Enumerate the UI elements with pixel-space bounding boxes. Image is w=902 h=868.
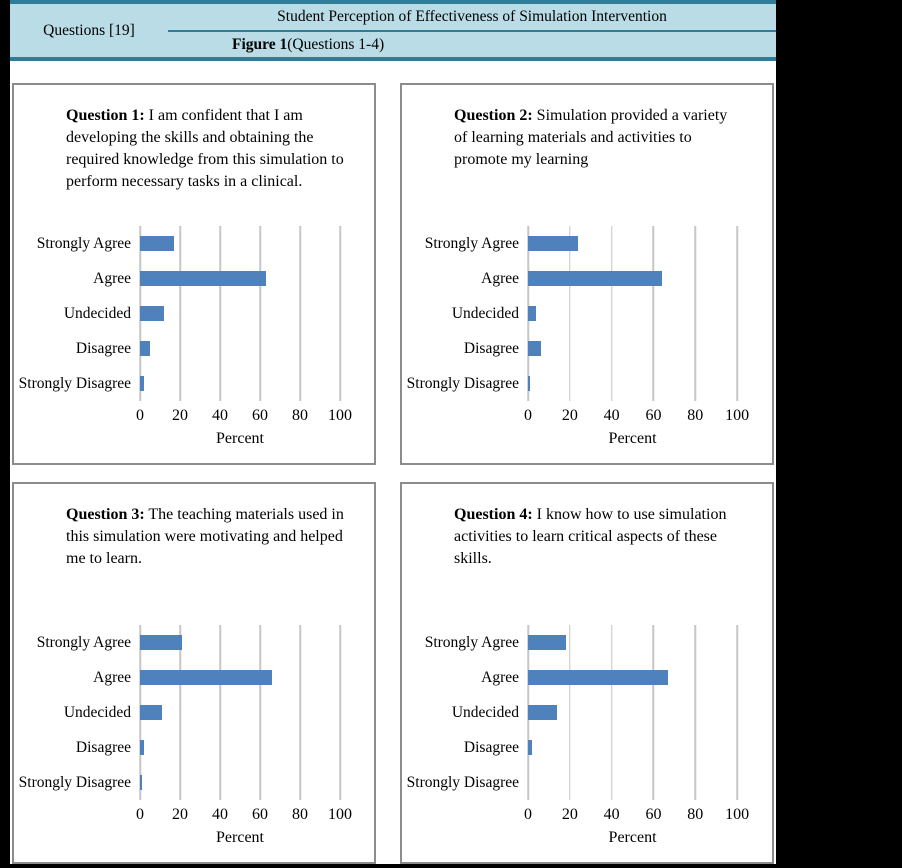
- category-label-agree: Agree: [481, 270, 519, 287]
- bar-undecided: [528, 705, 557, 720]
- plot-area: [528, 226, 758, 401]
- category-label-agree: Agree: [93, 270, 131, 287]
- gridline: [611, 226, 613, 401]
- gridline: [653, 226, 655, 401]
- category-label-strongly-agree: Strongly Agree: [424, 235, 519, 252]
- bar-strongly-agree: [528, 635, 566, 650]
- plot-area: [528, 625, 758, 800]
- question-label: Question 1:: [66, 107, 145, 124]
- bar-row: [140, 226, 360, 261]
- gridline: [695, 226, 697, 401]
- bar-disagree: [140, 341, 150, 356]
- header-questions-cell: [10, 4, 168, 57]
- gridline: [569, 226, 571, 401]
- gridline: [736, 226, 738, 401]
- plot-area: [140, 625, 360, 800]
- bar-strongly-disagree: [140, 376, 144, 391]
- bar-chart-question-1: [14, 226, 360, 451]
- bar-strongly-agree: [140, 236, 174, 251]
- x-tick-label: 0: [136, 407, 144, 424]
- category-label-strongly-disagree: Strongly Disagree: [406, 774, 519, 791]
- x-tick-label: 100: [725, 407, 750, 424]
- x-tick-label: 100: [725, 806, 750, 823]
- x-axis-title: Percent: [216, 430, 264, 447]
- x-tick-label: 80: [687, 407, 704, 424]
- category-labels: [402, 625, 528, 800]
- bar-row: [140, 730, 360, 765]
- bar-row: [528, 331, 758, 366]
- x-tick-label: 60: [252, 407, 268, 424]
- figure-caption: [168, 32, 776, 57]
- question-body: Simulation provided a variety of learning materials and activities to promote my learning: [454, 107, 728, 168]
- category-label-disagree: Disagree: [463, 739, 519, 756]
- question-label: Question 2:: [454, 107, 533, 124]
- category-label-strongly-disagree: Strongly Disagree: [18, 774, 131, 791]
- x-tick-label: 60: [252, 806, 268, 823]
- question-text: [66, 105, 350, 193]
- category-label-strongly-agree: Strongly Agree: [36, 634, 131, 651]
- bar-disagree: [528, 341, 541, 356]
- question-label: Question 4:: [454, 506, 533, 523]
- x-tick-label: 80: [292, 407, 308, 424]
- category-label-disagree: Disagree: [75, 340, 131, 357]
- header-questions-label: Questions [19]: [43, 21, 135, 39]
- figure-caption-text: (Questions 1-4): [287, 35, 385, 53]
- bar-row: [528, 765, 758, 800]
- bar-row: [528, 296, 758, 331]
- x-tick-label: 0: [524, 407, 532, 424]
- bar-row: [528, 660, 758, 695]
- x-tick-label: 80: [292, 806, 308, 823]
- bar-undecided: [528, 306, 536, 321]
- question-body: The teaching materials used in this simulation were motivating and helped me to learn.: [66, 506, 344, 567]
- chart-panel-question-2: [400, 83, 774, 465]
- gridline: [569, 625, 571, 800]
- x-tick-label: 20: [172, 806, 188, 823]
- bar-row: [140, 625, 360, 660]
- chart-panel-question-3: [12, 482, 376, 864]
- gridline: [299, 226, 301, 401]
- category-label-agree: Agree: [481, 669, 519, 686]
- gridline: [179, 226, 181, 401]
- bar-agree: [140, 670, 272, 685]
- gridline: [736, 625, 738, 800]
- gridline: [259, 226, 261, 401]
- bar-strongly-agree: [528, 236, 578, 251]
- x-tick-label: 60: [645, 407, 662, 424]
- category-label-strongly-disagree: Strongly Disagree: [406, 375, 519, 392]
- x-tick-label: 20: [172, 407, 188, 424]
- header-title-cell: [168, 4, 776, 57]
- x-tick-label: 0: [524, 806, 532, 823]
- bar-row: [140, 366, 360, 401]
- bar-agree: [528, 271, 662, 286]
- x-tick-label: 20: [561, 407, 578, 424]
- x-axis-ticks: [524, 800, 758, 826]
- x-axis-title: Percent: [608, 829, 657, 846]
- x-axis-title-row: [528, 826, 758, 850]
- question-label: Question 3:: [66, 506, 145, 523]
- bar-disagree: [528, 740, 532, 755]
- figure-number: Figure 1: [232, 35, 288, 53]
- x-tick-label: 40: [603, 806, 620, 823]
- category-label-strongly-disagree: Strongly Disagree: [18, 375, 131, 392]
- bar-agree: [140, 271, 266, 286]
- category-label-disagree: Disagree: [75, 739, 131, 756]
- bar-row: [140, 331, 360, 366]
- category-label-strongly-agree: Strongly Agree: [424, 634, 519, 651]
- question-text: [66, 504, 350, 570]
- bar-strongly-agree: [140, 635, 182, 650]
- gridline: [339, 226, 341, 401]
- x-tick-label: 40: [212, 407, 228, 424]
- chart-panel-question-1: [12, 83, 376, 465]
- x-tick-label: 40: [212, 806, 228, 823]
- bar-undecided: [140, 306, 164, 321]
- chart-body: [14, 625, 360, 800]
- chart-panel-question-4: [400, 482, 774, 864]
- figure-header: [10, 0, 776, 61]
- category-label-undecided: Undecided: [451, 704, 519, 721]
- bar-row: [140, 296, 360, 331]
- bar-row: [528, 226, 758, 261]
- x-tick-label: 20: [561, 806, 578, 823]
- bar-strongly-disagree: [140, 775, 142, 790]
- x-tick-label: 60: [645, 806, 662, 823]
- x-tick-label: 80: [687, 806, 704, 823]
- category-label-strongly-agree: Strongly Agree: [36, 235, 131, 252]
- bar-row: [140, 660, 360, 695]
- gridline: [219, 625, 221, 800]
- question-body: I am confident that I am developing the skills and obtaining the required knowledge from this simulation to perform necessary tasks in a clinical.: [66, 107, 344, 190]
- gridline: [219, 226, 221, 401]
- bar-row: [528, 625, 758, 660]
- gridline: [653, 625, 655, 800]
- category-labels: [402, 226, 528, 401]
- question-body: I know how to use simulation activities to learn critical aspects of these skills.: [454, 506, 727, 567]
- bar-chart-question-3: [14, 625, 360, 850]
- chart-body: [402, 226, 758, 401]
- gridline: [299, 625, 301, 800]
- question-text: [454, 504, 738, 570]
- chart-body: [14, 226, 360, 401]
- category-label-undecided: Undecided: [451, 305, 519, 322]
- figure-content: [10, 0, 776, 864]
- x-axis-title: Percent: [608, 430, 657, 447]
- bar-undecided: [140, 705, 162, 720]
- x-tick-label: 40: [603, 407, 620, 424]
- gridline: [259, 625, 261, 800]
- x-axis-title-row: [140, 826, 360, 850]
- gridline: [179, 625, 181, 800]
- charts-grid: [10, 61, 776, 864]
- question-text: [454, 105, 738, 171]
- category-label-disagree: Disagree: [463, 340, 519, 357]
- bar-agree: [528, 670, 668, 685]
- x-tick-label: 100: [328, 407, 352, 424]
- x-axis-ticks: [136, 800, 360, 826]
- category-label-agree: Agree: [93, 669, 131, 686]
- x-axis-title: Percent: [216, 829, 264, 846]
- bar-row: [528, 730, 758, 765]
- bar-row: [528, 366, 758, 401]
- x-tick-label: 100: [328, 806, 352, 823]
- x-axis-title-row: [140, 427, 360, 451]
- x-axis-ticks: [136, 401, 360, 427]
- bar-row: [528, 261, 758, 296]
- plot-area: [140, 226, 360, 401]
- gridline: [339, 625, 341, 800]
- category-label-undecided: Undecided: [63, 704, 131, 721]
- x-tick-label: 0: [136, 806, 144, 823]
- bar-row: [140, 765, 360, 800]
- bar-chart-question-2: [402, 226, 758, 451]
- category-labels: [14, 625, 140, 800]
- bar-row: [528, 695, 758, 730]
- gridline: [695, 625, 697, 800]
- category-label-undecided: Undecided: [63, 305, 131, 322]
- gridline: [611, 625, 613, 800]
- bar-strongly-disagree: [528, 376, 530, 391]
- x-axis-ticks: [524, 401, 758, 427]
- figure-main-title: Student Perception of Effectiveness of Simulation Intervention: [277, 8, 667, 25]
- bar-row: [140, 261, 360, 296]
- bar-chart-question-4: [402, 625, 758, 850]
- category-labels: [14, 226, 140, 401]
- chart-body: [402, 625, 758, 800]
- bar-row: [140, 695, 360, 730]
- x-axis-title-row: [528, 427, 758, 451]
- bar-disagree: [140, 740, 144, 755]
